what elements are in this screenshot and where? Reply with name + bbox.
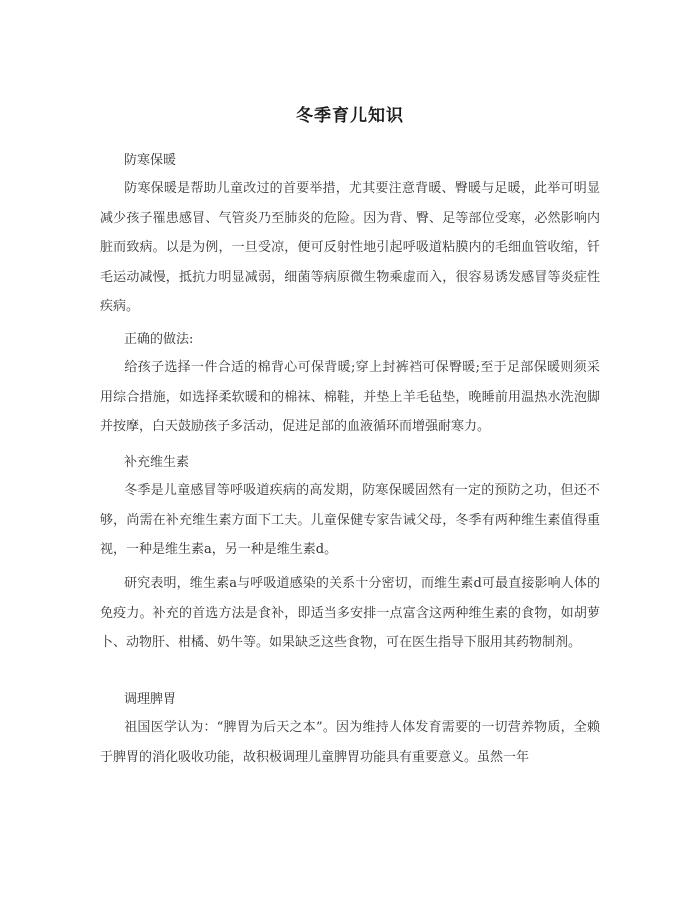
- paragraph-correct-method: 给孩子选择一件合适的棉背心可保背暖;穿上封裤裆可保臀暖;至于足部保暖则须采用综合措施，如选择柔软暖和的棉袜、棉鞋，并垫上羊毛毡垫，晚睡前用温热水洗泡脚并按摩，白天鼓励孩子多活动，促进足部的血液循环而增强耐寒力。: [100, 360, 600, 434]
- document-title: 冬季育儿知识: [296, 106, 404, 126]
- paragraph-vitamins-1: 冬季是儿童感冒等呼吸道疾病的高发期，防寒保暖固然有一定的预防之功，但还不够，尚需在补充维生素方面下工夫。儿童保健专家告诫父母，冬季有两种维生素值得重视，一种是维生素a，另一种是维生素d。: [100, 483, 600, 557]
- section-heading-cold-protection: 防寒保暖: [124, 153, 177, 168]
- paragraph-cold-protection: 防寒保暖是帮助儿童改过的首要举措，尤其要注意背暖、臀暖与足暖，此举可明显减少孩子罹患感冒、气管炎乃至肺炎的危险。因为背、臀、足等部位受寒，必然影响内脏而致病。以是为例，一旦受凉，便可反射性地引起呼吸道粘膜内的毛细血管收缩，钎毛运动减慢，抵抗力明显减弱，细菌等病原微生物乘虚而入，很容易诱发感冒等炎症性疾病。: [100, 181, 600, 314]
- paragraph-vitamins-2: 研究表明，维生素a与呼吸道感染的关系十分密切，而维生素d可最直接影响人体的免疫力。补充的首选方法是食补，即适当多安排一点富含这两种维生素的食物，如胡萝卜、动物肝、柑橘、奶牛等。如果缺乏这些食物，可在医生指导下服用其药物制剂。: [100, 576, 600, 650]
- paragraph-spleen-stomach: 祖国医学认为：“脾胃为后天之本”。因为维持人体发育需要的一切营养物质，全赖于脾胃的消化吸收功能，故积极调理儿童脾胃功能具有重要意义。虽然一年: [100, 720, 600, 765]
- section-heading-correct-method: 正确的做法:: [124, 332, 194, 347]
- section-heading-spleen-stomach: 调理脾胃: [124, 692, 177, 707]
- section-heading-vitamins: 补充维生素: [124, 455, 190, 470]
